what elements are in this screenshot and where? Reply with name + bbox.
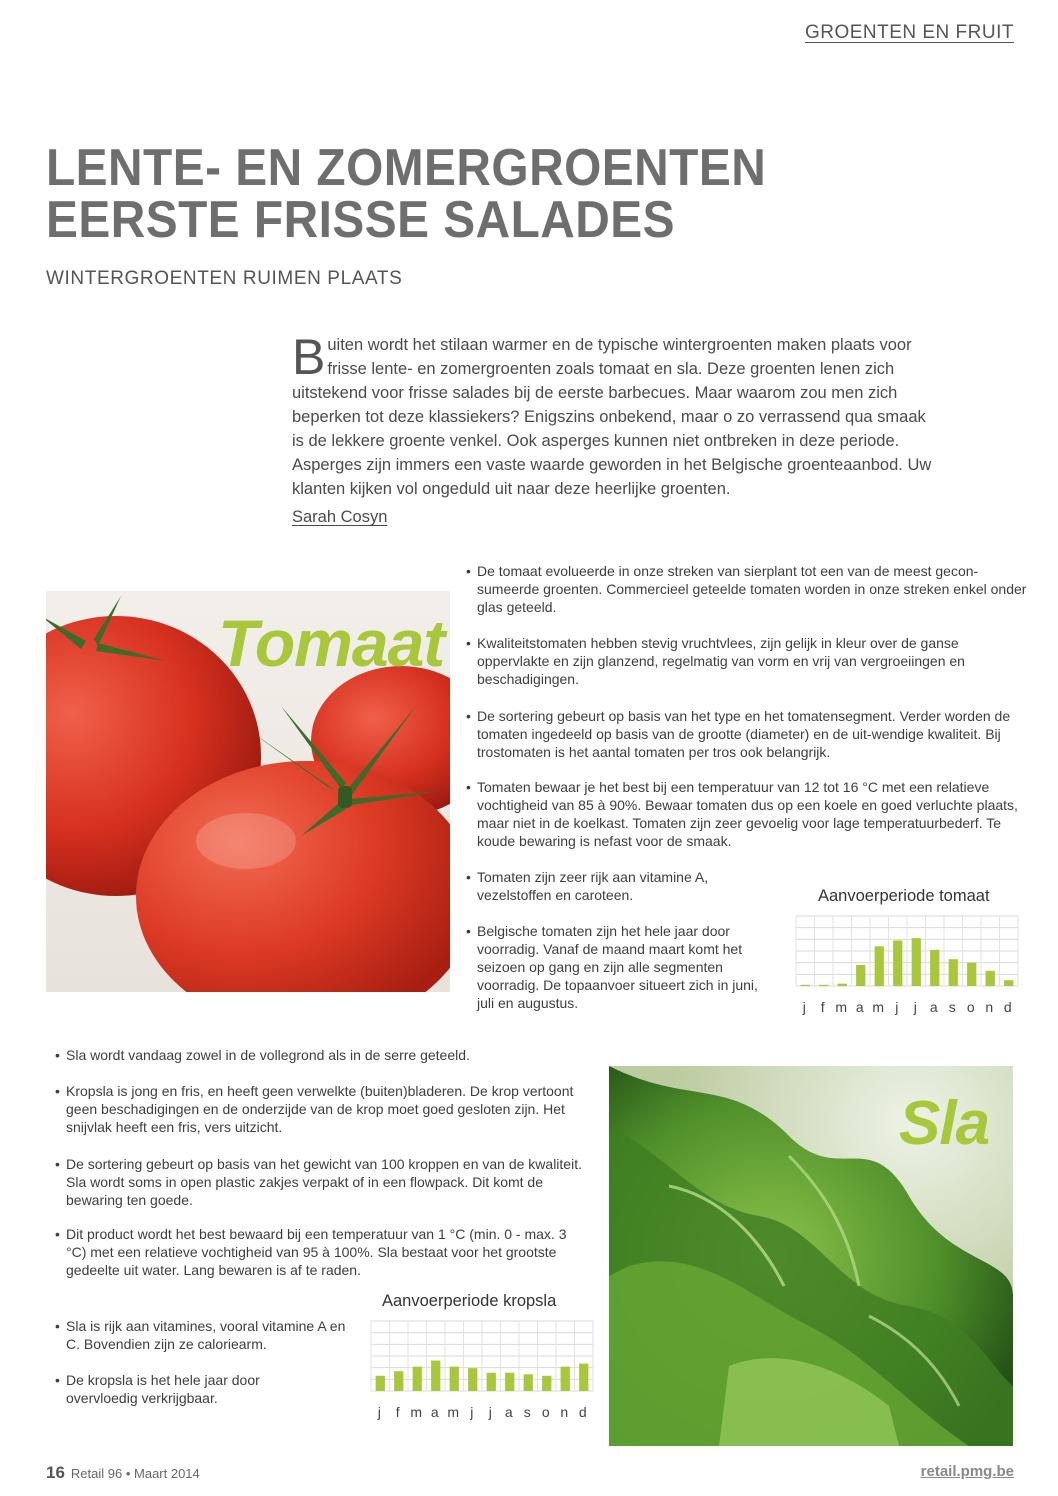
title-line-1: LENTE- EN ZOMERGROENTEN [46, 139, 767, 197]
tomaat-bullet-4: • Tomaten bewaar je het best bij een temperatuur van 12 tot 16 °C met een relatieve vochtigheid van 85 à 90%. Bewaar tomaten dus op een koele en goed verluchte plaats, maar niet in de koelkast. Tomaten zijn zeer gevoelig voor lage temperatuurbederf. Te koude bewaring is nefast voor de smaak. [466, 779, 1018, 849]
bar-d-11 [1004, 980, 1013, 986]
x-tick-label: n [560, 1404, 571, 1420]
x-tick-label: j [488, 1404, 494, 1420]
bar-j-5 [893, 941, 902, 987]
tomaat-label: Tomaat [218, 606, 445, 680]
x-tick-label: s [523, 1404, 533, 1420]
x-tick-label: j [802, 999, 808, 1015]
x-tick-label: n [985, 999, 996, 1015]
bar-s-8 [949, 959, 958, 986]
sla-bullet-5: • Sla is rijk aan vitamines, vooral vitamine A en C. Bovendien zijn ze caloriearm. [55, 1318, 346, 1352]
bar-o-9 [542, 1376, 551, 1391]
sla-bullet-1: • Sla wordt vandaag zowel in de vollegrond als in de serre geteeld. [55, 1047, 470, 1063]
bar-a-3 [431, 1361, 440, 1391]
tomaat-bullet-6: • Belgische tomaten zijn het hele jaar door voorradig. Vanaf de maand maart komt het seizoen op gang en zijn alle segmenten voorradig. De topaanvoer situeert zich in juni, juli en augustus. [466, 923, 758, 1011]
bar-j-5 [468, 1368, 477, 1391]
sla-bullet-2: • Kropsla is jong en fris, en heeft geen verwelkte (buiten)bladeren. De krop vertoont geen beschadigingen en de onderzijde van de krop moet goed gesloten zijn. Het snijvlak heeft een fris, vers uitzicht. [55, 1083, 574, 1135]
x-tick-label: m [447, 1404, 462, 1420]
x-tick-label: o [966, 999, 977, 1015]
tomaat-bullet-1: • De tomaat evolueerde in onze streken van sierplant tot een van de meest gecon-sumeerde groenten. Commercieel geteelde tomaten worden in onze streken enkel onder glas geteeld. [466, 563, 1027, 615]
chart-tomaat [790, 912, 1022, 1020]
bar-m-2 [413, 1367, 422, 1391]
x-tick-label: a [855, 999, 866, 1015]
bar-s-8 [524, 1374, 533, 1391]
page-title [46, 139, 874, 249]
title-line-2: EERSTE FRISSE SALADES [46, 191, 676, 249]
x-tick-label: f [820, 999, 827, 1015]
sla-bullet-4: • Dit product wordt het best bewaard bij een temperatuur van 1 °C (min. 0 - max. 3 °C) met een relatieve vochtigheid van 95 à 100%. Sla bestaat voor het grootste gedeelte uit water. Lang bewaren is af te raden. [55, 1226, 567, 1278]
x-tick-label: m [872, 999, 887, 1015]
bar-n-10 [986, 971, 995, 986]
x-tick-label: a [504, 1404, 515, 1420]
page-number: 16 [46, 1463, 65, 1482]
x-tick-label: j [913, 999, 919, 1015]
x-tick-label: s [948, 999, 958, 1015]
bar-j-6 [487, 1373, 496, 1391]
chart-title-kropsla: Aanvoerperiode kropsla [382, 1292, 557, 1310]
tomaat-bullet-3: • De sortering gebeurt op basis van het type en het tomatensegment. Verder worden de tomaten ingedeeld op basis van de grootte (diameter) en de uit-wendige kwaliteit. Bij trostomaten is het aantal tomaten per tros ook belangrijk. [466, 708, 1011, 760]
page-subtitle: WINTERGROENTEN RUIMEN PLAATS [46, 268, 403, 289]
bar-a-7 [505, 1373, 514, 1391]
tomato-photo [46, 591, 450, 992]
x-tick-label: m [410, 1404, 425, 1420]
x-tick-label: a [929, 999, 940, 1015]
bar-f-1 [394, 1371, 403, 1391]
section-tag: GROENTEN EN FRUIT [804, 22, 1014, 43]
author-name: Sarah Cosyn [292, 508, 388, 526]
footer-site-link[interactable]: retail.pmg.be [920, 1463, 1014, 1480]
bar-d-11 [579, 1364, 588, 1391]
x-tick-label: j [895, 999, 901, 1015]
bar-a-3 [856, 965, 865, 986]
bar-j-6 [912, 938, 921, 986]
chart-kropsla [365, 1317, 597, 1425]
bar-m-4 [450, 1367, 459, 1391]
x-tick-label: f [395, 1404, 402, 1420]
bar-o-9 [967, 963, 976, 986]
x-tick-label: m [835, 999, 850, 1015]
x-tick-label: o [541, 1404, 552, 1420]
bar-n-10 [561, 1367, 570, 1391]
intro-paragraph [292, 329, 942, 501]
bar-j-0 [801, 985, 810, 986]
bar-m-2 [838, 984, 847, 986]
tomaat-bullet-2: • Kwaliteitstomaten hebben stevig vruchtvlees, zijn gelijk in kleur over de ganse oppervlakte en zijn glanzend, regelmatig van vorm en vrij van vergroeiingen en beschadigingen. [466, 635, 965, 687]
tomaat-bullet-5: • Tomaten zijn zeer rijk aan vitamine A, vezelstoffen en caroteen. [466, 869, 709, 903]
x-tick-label: d [578, 1404, 589, 1420]
chart-title-tomaat: Aanvoerperiode tomaat [818, 887, 990, 905]
issue-label: Retail 96 • Maart 2014 [70, 1466, 200, 1481]
intro-text: uiten wordt het stilaan warmer en de typische wintergroenten maken plaats voor frisse lente- en zomergroenten zoals tomaat en sla. Deze groenten lenen zich uitstekend voor frisse salades bij de eerste barbecues. Maar waarom zou men zich beperken tot deze klassiekers? Enigszins onbekend, maar o zo verrassend qua smaak is de lekkere groente venkel. Ook asperges kunnen niet ontbreken in deze periode. Asperges zijn immers een vaste waarde geworden in het Belgische groenteaanbod. Uw klanten kijken vol ongeduld uit naar deze heerlijke groenten. [292, 336, 932, 498]
footer-issue [46, 1463, 200, 1483]
sla-label: Sla [899, 1089, 990, 1158]
x-tick-label: j [377, 1404, 383, 1420]
lettuce-photo [609, 1066, 1013, 1446]
bar-j-0 [376, 1376, 385, 1391]
bar-m-4 [875, 946, 884, 986]
bar-a-7 [930, 950, 939, 986]
bar-f-1 [819, 985, 828, 986]
sla-bullet-3: • De sortering gebeurt op basis van het gewicht van 100 kroppen en van de kwaliteit. Sla wordt soms in open plastic zakjes verpakt of in een flowpack. Dit komt de bewaring ten goede. [55, 1156, 582, 1208]
drop-cap: B [292, 329, 326, 385]
x-tick-label: j [470, 1404, 476, 1420]
x-tick-label: d [1003, 999, 1014, 1015]
x-tick-label: a [430, 1404, 441, 1420]
sla-bullet-6: • De kropsla is het hele jaar door overvloedig verkrijgbaar. [55, 1372, 260, 1406]
